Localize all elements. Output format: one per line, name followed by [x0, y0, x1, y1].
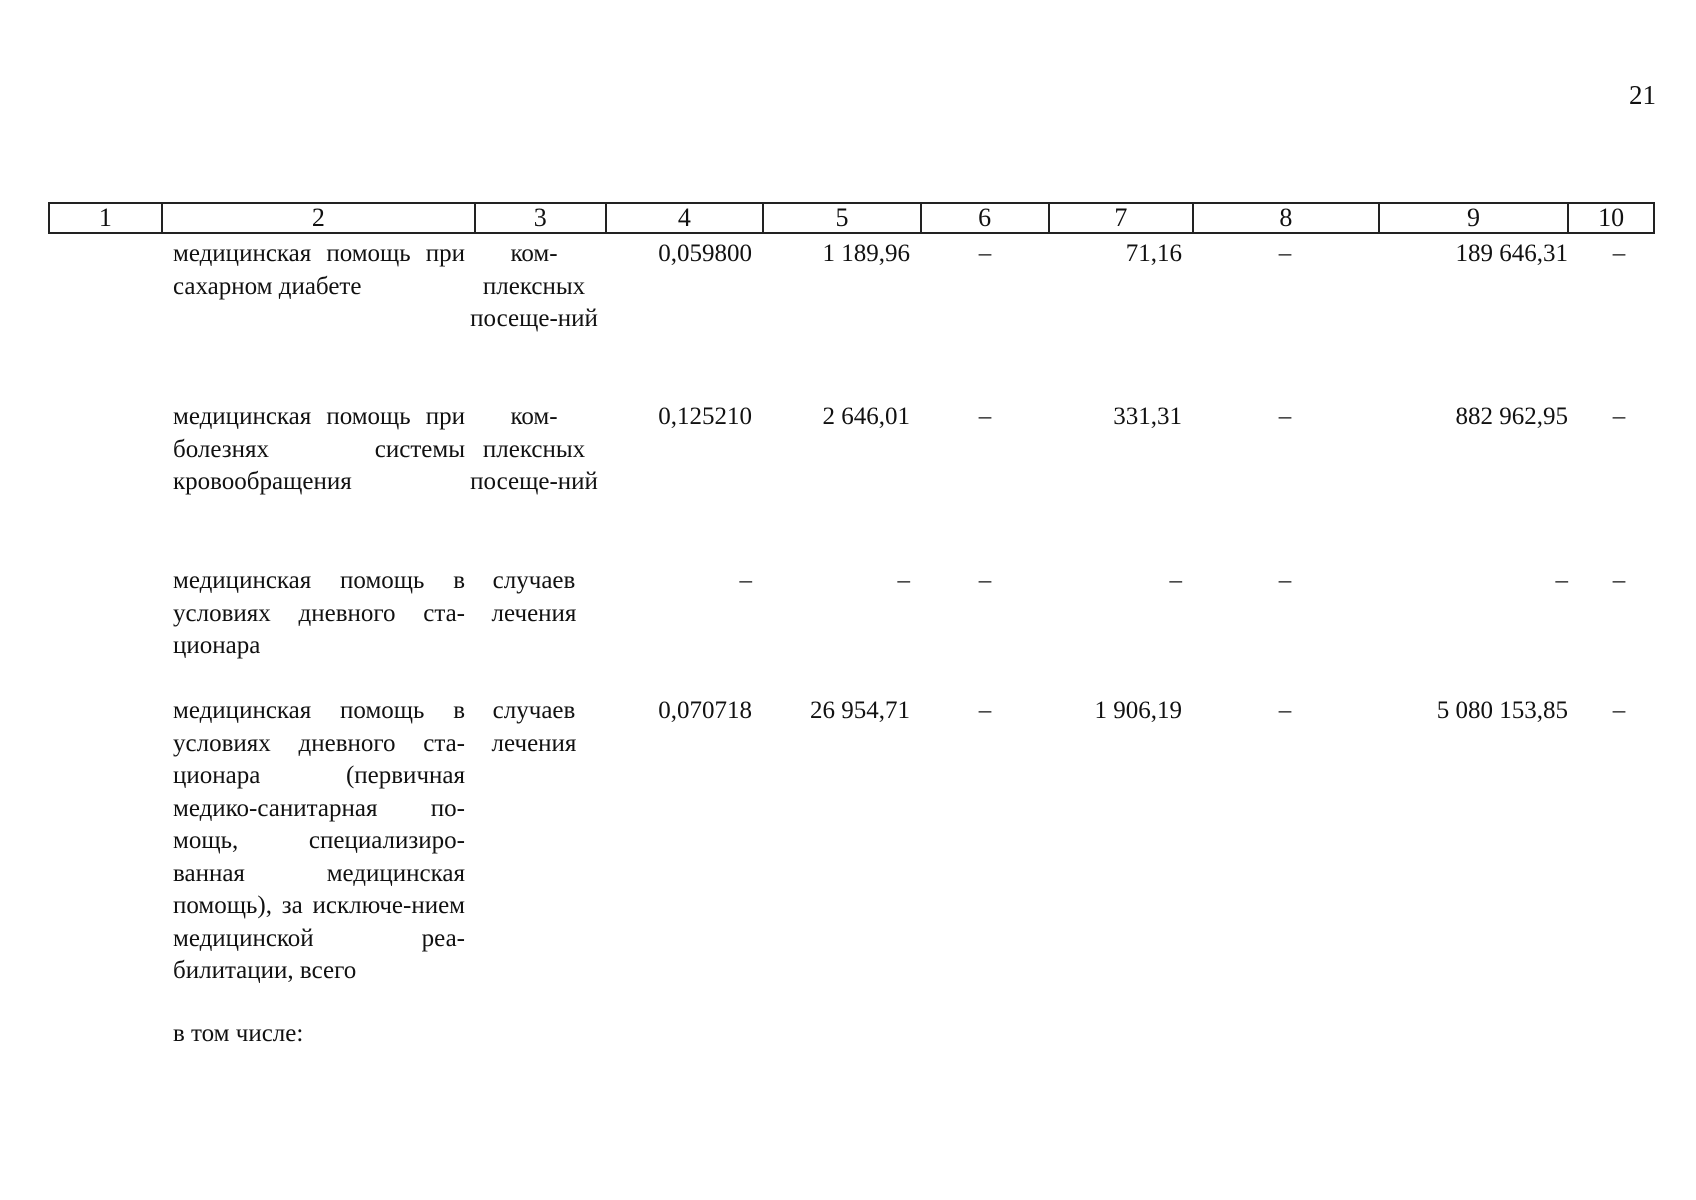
row-col8: –	[1278, 697, 1292, 724]
row-col5: 26 954,71	[810, 697, 910, 724]
header-col-1: 1	[50, 204, 163, 232]
row-col10: –	[1612, 697, 1626, 724]
row-col7: –	[1169, 567, 1182, 594]
row-col7: 71,16	[1125, 240, 1182, 267]
row-col5: –	[897, 567, 910, 594]
row-col6: –	[978, 697, 992, 724]
header-col-5: 5	[764, 204, 922, 232]
header-col-4: 4	[607, 204, 765, 232]
header-col-6: 6	[922, 204, 1050, 232]
row-col8: –	[1278, 240, 1292, 267]
header-col-9: 9	[1380, 204, 1570, 232]
table-header	[48, 202, 1655, 234]
row-col9: –	[1555, 567, 1568, 594]
row-name: медицинская помощь при сахарном диабете	[173, 240, 465, 300]
row-col8: –	[1278, 403, 1292, 430]
row-col6: –	[978, 567, 992, 594]
row-unit: случаев лечения	[491, 567, 577, 627]
page-number: 21	[1629, 80, 1656, 110]
row-name: медицинская помощь в условиях дневного ста-ционара	[173, 567, 465, 659]
row-name: медицинская помощь при болезнях системы кровообращения	[173, 403, 465, 495]
row-unit: ком-плексных посеще-ний	[470, 240, 598, 332]
sub-heading: в том числе:	[173, 1020, 304, 1047]
row-col4: –	[739, 567, 752, 594]
header-col-2: 2	[163, 204, 476, 232]
row-unit: ком-плексных посеще-ний	[470, 403, 598, 495]
row-col6: –	[978, 403, 992, 430]
header-col-7: 7	[1050, 204, 1195, 232]
row-col4: 0,125210	[658, 403, 752, 430]
row-col10: –	[1612, 403, 1626, 430]
row-col10: –	[1612, 240, 1626, 267]
row-unit: случаев лечения	[491, 697, 577, 757]
row-col7: 1 906,19	[1094, 697, 1182, 724]
row-col4: 0,070718	[658, 697, 752, 724]
row-col7: 331,31	[1113, 403, 1182, 430]
row-col9: 5 080 153,85	[1436, 697, 1568, 724]
header-col-3: 3	[476, 204, 607, 232]
header-col-10: 10	[1598, 203, 1625, 232]
row-col5: 1 189,96	[822, 240, 910, 267]
row-col9: 882 962,95	[1455, 403, 1568, 430]
row-col4: 0,059800	[658, 240, 752, 267]
row-col8: –	[1278, 567, 1292, 594]
row-name: медицинская помощь в условиях дневного ста-ционара (первичная медико-санитарная по-мощь, специализиро-ванная медицинская помощь), за исключе-нием медицинской реа-билитации, всего	[173, 697, 465, 984]
header-col-8: 8	[1194, 204, 1380, 232]
row-col9: 189 646,31	[1455, 240, 1568, 267]
row-col6: –	[978, 240, 992, 267]
row-col10: –	[1612, 567, 1626, 594]
row-col5: 2 646,01	[822, 403, 910, 430]
